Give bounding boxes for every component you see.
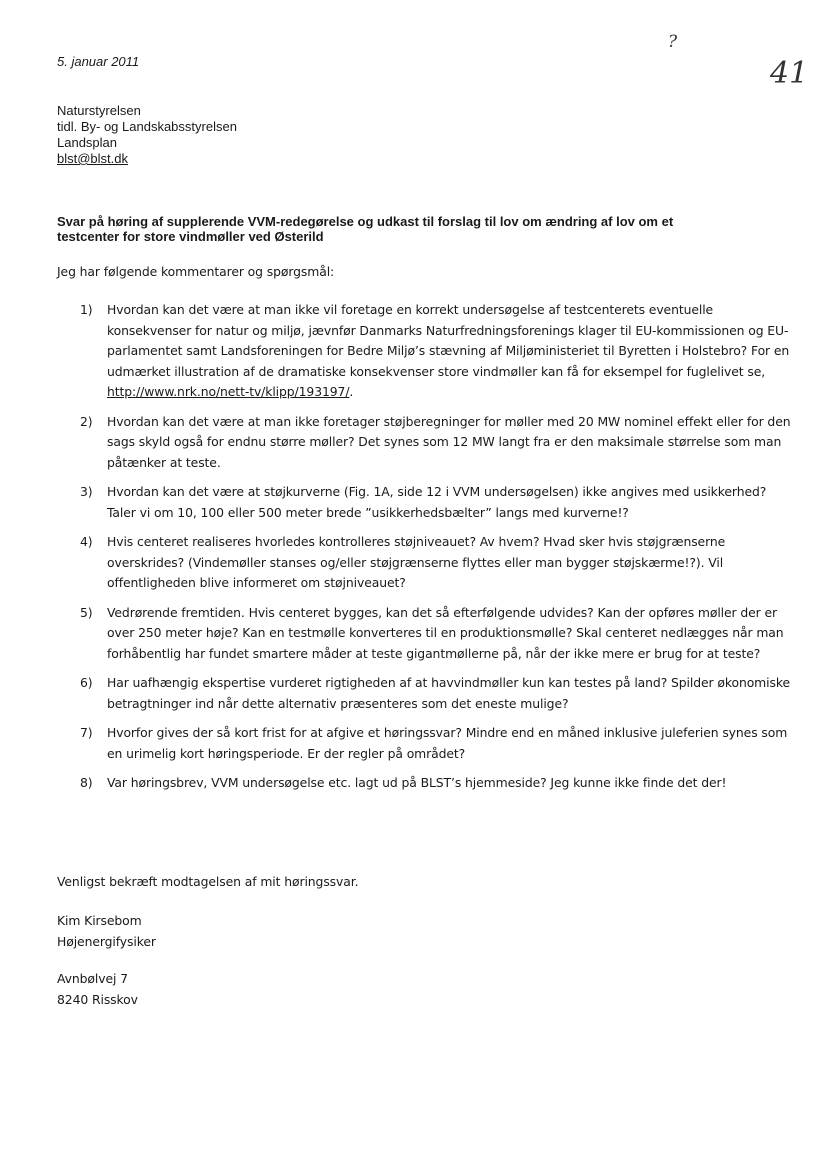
video-link[interactable]: http://www.nrk.no/nett-tv/klipp/193197/ (107, 384, 350, 399)
item-text: Hvordan kan det være at støjkurverne (Fig. 1A, side 12 i VVM undersøgelsen) ikke angives med usikkerhed? Taler vi om 10, 100 eller 500 meter brede ”usikkerhedsbælter” langs med kurverne!? (107, 484, 767, 520)
item-text-tail: . (349, 384, 354, 399)
list-item (57, 482, 797, 523)
recipient-line-1: Naturstyrelsen (57, 103, 141, 118)
closing-text: Venligst bekræft modtagelsen af mit høringssvar. (57, 874, 359, 889)
list-item (57, 673, 797, 714)
question-list (57, 300, 797, 803)
item-text: Vedrørende fremtiden. Hvis centeret bygges, kan det så efterfølgende udvides? Kan der opføres møller der er over 250 meter høje? Kan en testmølle konverteres til en produktionsmølle? Skal centeret nedlægges når man forhåbentlig har fundet smartere måder at teste gigantmøllerne på, når der ikke mere er brug for at teste? (107, 604, 784, 661)
letter-subject: Svar på høring af supplerende VVM-redegørelse og udkast til forslag til lov om ændring af lov om et testcenter for store vindmøller ved Østerild (57, 214, 674, 244)
item-text: Hvis centeret realiseres hvorledes kontrolleres støjniveauet? Av hvem? Hvad sker hvis støjgrænserne overskrides? (Vindemøller stanses og/eller støjgrænserne flyttes eller man bygger støjskærme!?). Vil offentligheden blive informeret om støjniveauet? (107, 534, 726, 590)
item-number: 4) (80, 534, 93, 549)
item-number: 8) (80, 775, 93, 790)
recipient-line-2: tidl. By- og Landskabsstyrelsen (57, 119, 237, 134)
item-text: Har uafhængig ekspertise vurderet rigtigheden af at havvindmøller kun kan testes på land? Spilder økonomiske betragtninger ind når dette alternativ præsenteres som det eneste mulige? (107, 675, 791, 711)
item-number: 6) (80, 675, 93, 690)
recipient-line-3: Landsplan (57, 135, 117, 150)
signature-name: Kim Kirsebom (57, 913, 142, 928)
item-text: Hvordan kan det være at man ikke foretager støjberegninger for møller med 20 MW nominel effekt eller for den sags skyld også for endnu større møller? Det synes som 12 MW langt fra er den maksimale størrelse som man påtænker at teste. (107, 413, 791, 470)
signature-block (57, 910, 156, 952)
item-number: 5) (80, 604, 93, 620)
signature-title: Højenergifysiker (57, 934, 156, 949)
item-number: 3) (80, 484, 93, 499)
list-item (57, 773, 797, 794)
sender-address (57, 968, 138, 1010)
list-item (57, 532, 797, 594)
list-item (57, 300, 797, 403)
list-item (57, 412, 797, 474)
list-item (57, 723, 797, 764)
letter-date: 5. januar 2011 (57, 54, 140, 69)
handwritten-mark: ? (668, 32, 678, 52)
list-item (57, 603, 797, 665)
recipient-email-link[interactable]: blst@blst.dk (57, 151, 128, 166)
item-text: Var høringsbrev, VVM undersøgelse etc. lagt ud på BLST’s hjemmeside? Jeg kunne ikke finde det der! (107, 775, 727, 790)
item-number: 2) (80, 413, 93, 429)
item-number: 7) (80, 725, 93, 740)
handwritten-page-number: 41 (770, 56, 809, 91)
sender-street: Avnbølvej 7 (57, 971, 128, 986)
intro-text: Jeg har følgende kommentarer og spørgsmål: (57, 264, 335, 279)
item-text: Hvordan kan det være at man ikke vil foretage en korrekt undersøgelse af testcenterets eventuelle konsekvenser for natur og miljø, jævnfør Danmarks Naturfredningsforenings klager til EU-kommissionen og EU-parlamentet samt Landsforeningen for Bedre Miljø’s stævning af Miljøministeriet til Byretten i Holstebro? For en udmærket illustration af de dramatiske konsekvenser store vindmøller kan få for eksempel for fuglelivet se, (107, 302, 790, 379)
sender-city: 8240 Risskov (57, 992, 138, 1007)
recipient-address (57, 103, 237, 167)
item-text: Hvorfor gives der så kort frist for at afgive et høringssvar? Mindre end en måned inklusive juleferien synes som en urimelig kort høringsperiode. Er der regler på området? (107, 725, 788, 761)
item-number: 1) (80, 302, 93, 317)
